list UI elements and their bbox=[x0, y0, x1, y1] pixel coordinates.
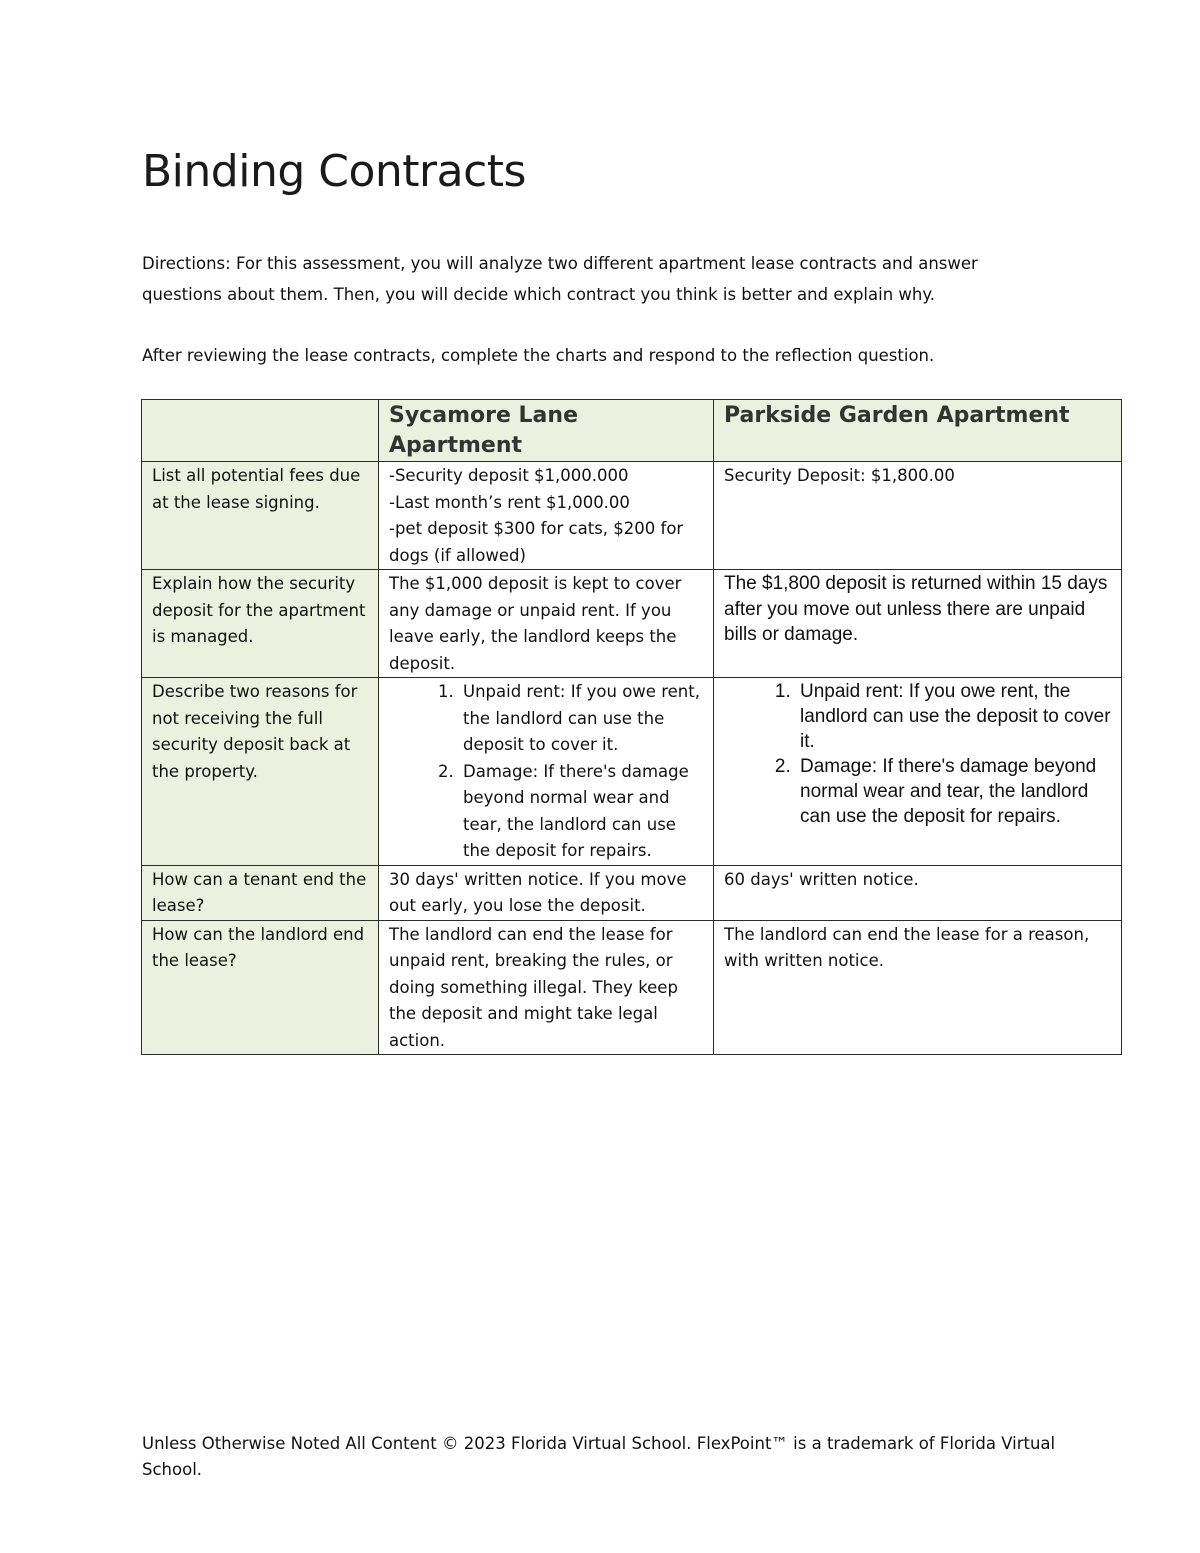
question-cell: Describe two reasons for not receiving the full security deposit back at the property. bbox=[142, 678, 379, 866]
header-parkside: Parkside Garden Apartment bbox=[714, 400, 1122, 462]
sycamore-answer-cell[interactable] bbox=[379, 462, 714, 570]
parkside-answer-cell[interactable]: 60 days' written notice. bbox=[714, 865, 1122, 920]
parkside-answer-cell[interactable]: The $1,800 deposit is returned within 15 days after you move out unless there are unpaid bills or damage. bbox=[714, 570, 1122, 678]
instructions-paragraph: After reviewing the lease contracts, complete the charts and respond to the reflection question. bbox=[142, 346, 935, 365]
list-item: 1. Unpaid rent: If you owe rent, the landlord can use the deposit to cover it. bbox=[459, 679, 705, 759]
list-item: 1. Unpaid rent: If you owe rent, the landlord can use the deposit to cover it. bbox=[796, 679, 1113, 754]
reasons-list bbox=[724, 679, 1113, 829]
table-row bbox=[142, 865, 1122, 920]
table-row bbox=[142, 570, 1122, 678]
copyright-footer: Unless Otherwise Noted All Content © 2023 Florida Virtual School. FlexPoint™ is a trademark of Florida Virtual School. bbox=[142, 1434, 1056, 1479]
question-cell: How can the landlord end the lease? bbox=[142, 920, 379, 1055]
table-row bbox=[142, 678, 1122, 866]
parkside-answer-cell[interactable]: Security Deposit: $1,800.00 bbox=[714, 462, 1122, 570]
table-header-row bbox=[142, 400, 1122, 462]
directions-paragraph: Directions: For this assessment, you will analyze two different apartment lease contracts and answer questions about them. Then, you will decide which contract you think is better and explain why. bbox=[142, 254, 978, 304]
sycamore-answer-cell[interactable]: 30 days' written notice. If you move out early, you lose the deposit. bbox=[379, 865, 714, 920]
question-cell: List all potential fees due at the lease signing. bbox=[142, 462, 379, 570]
reasons-list bbox=[389, 679, 705, 865]
sycamore-answer-cell[interactable]: The $1,000 deposit is kept to cover any damage or unpaid rent. If you leave early, the landlord keeps the deposit. bbox=[379, 570, 714, 678]
list-item: 2. Damage: If there's damage beyond normal wear and tear, the landlord can use the deposit for repairs. bbox=[459, 759, 705, 865]
parkside-answer-cell[interactable] bbox=[714, 678, 1122, 866]
header-sycamore: Sycamore Lane Apartment bbox=[379, 400, 714, 462]
table-row bbox=[142, 462, 1122, 570]
fee-line: -pet deposit $300 for cats, $200 for dogs (if allowed) bbox=[389, 519, 684, 565]
document-title: Binding Contracts bbox=[142, 146, 526, 197]
list-item: 2. Damage: If there's damage beyond normal wear and tear, the landlord can use the deposit for repairs. bbox=[796, 754, 1113, 829]
sycamore-answer-cell[interactable] bbox=[379, 678, 714, 866]
lease-comparison-table bbox=[141, 399, 1122, 1055]
question-cell: How can a tenant end the lease? bbox=[142, 865, 379, 920]
question-cell: Explain how the security deposit for the apartment is managed. bbox=[142, 570, 379, 678]
sycamore-answer-cell[interactable]: The landlord can end the lease for unpaid rent, breaking the rules, or doing something illegal. They keep the deposit and might take legal action. bbox=[379, 920, 714, 1055]
fee-line: -Last month’s rent $1,000.00 bbox=[389, 492, 630, 512]
header-empty-cell bbox=[142, 400, 379, 462]
fee-line: -Security deposit $1,000.000 bbox=[389, 466, 629, 485]
table-row bbox=[142, 920, 1122, 1055]
parkside-answer-cell[interactable]: The landlord can end the lease for a reason, with written notice. bbox=[714, 920, 1122, 1055]
